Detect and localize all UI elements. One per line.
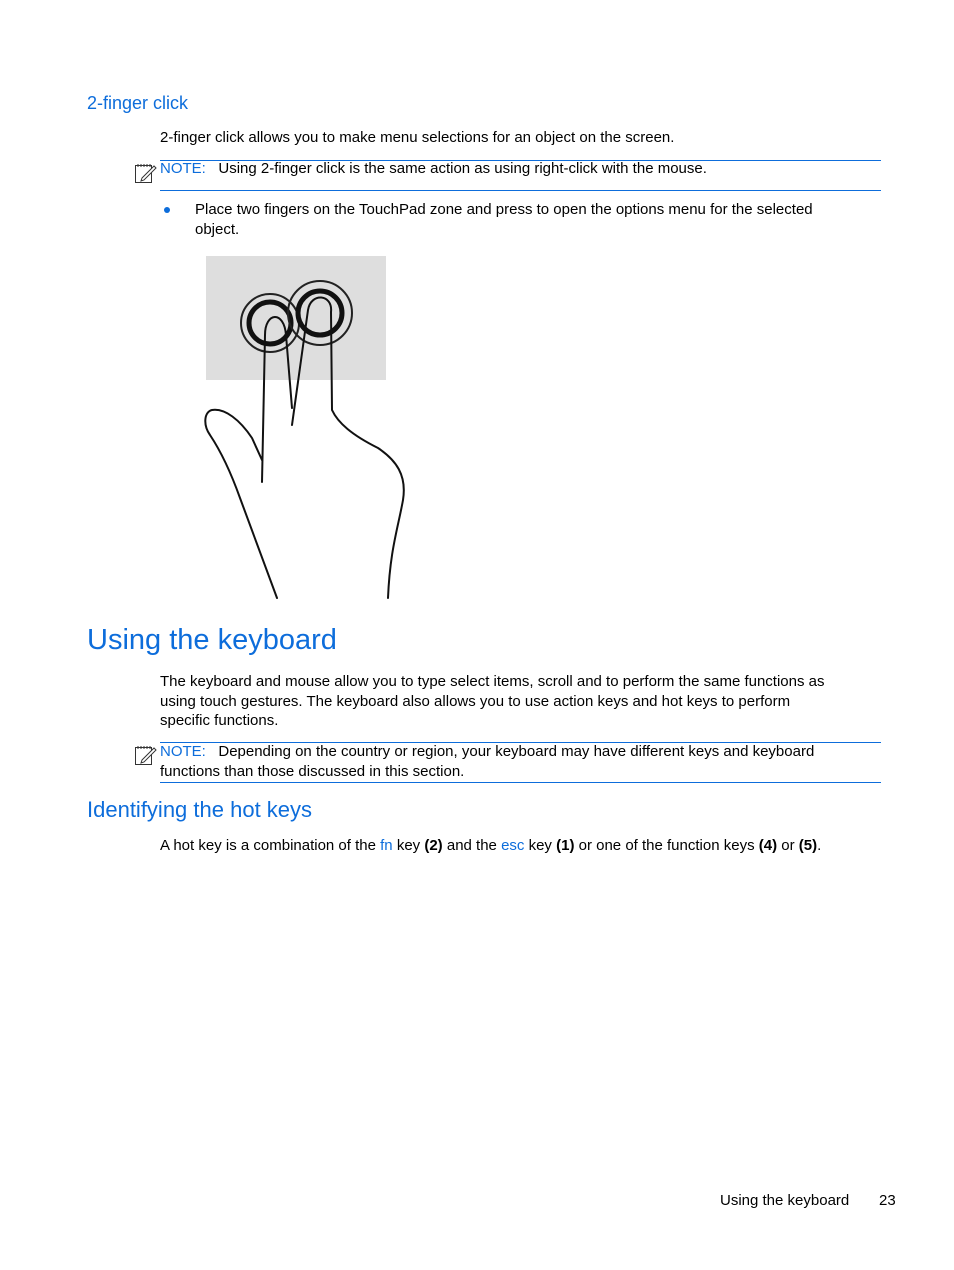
note-2-line-1: Depending on the country or region, your keyboard may have different keys and keyboard bbox=[218, 743, 815, 760]
text-run: key bbox=[524, 837, 557, 854]
note-1 bbox=[160, 159, 885, 179]
note-pencil-icon bbox=[134, 162, 158, 184]
callout-4: (4) bbox=[758, 837, 778, 854]
bullet-line-1: Place two fingers on the TouchPad zone and press to open the options menu for the selected bbox=[195, 201, 813, 218]
note-label: NOTE: bbox=[160, 160, 206, 177]
note-2-line-2: functions than those discussed in this section. bbox=[160, 762, 465, 780]
note-text: Using 2-finger click is the same action as using right-click with the mouse. bbox=[218, 160, 707, 177]
keyboard-paragraph bbox=[160, 672, 885, 731]
text-run: and the bbox=[442, 837, 502, 854]
note-2 bbox=[160, 742, 885, 781]
intro-paragraph: 2-finger click allows you to make menu selections for an object on the screen. bbox=[160, 129, 675, 146]
text-run: or bbox=[777, 837, 799, 854]
keyboard-paragraph-line-2: using touch gestures. The keyboard also allows you to use action keys and hot keys to perform bbox=[160, 692, 791, 710]
bullet-item bbox=[195, 200, 885, 239]
note-pencil-icon bbox=[134, 744, 158, 766]
bullet-line-2: object. bbox=[195, 220, 240, 238]
text-run: . bbox=[817, 837, 822, 854]
fn-key-label: fn bbox=[380, 837, 393, 854]
callout-5: (5) bbox=[798, 837, 818, 854]
bullet-dot bbox=[164, 207, 170, 213]
footer-section-title: Using the keyboard bbox=[720, 1192, 850, 1209]
note-2-bottom-rule bbox=[160, 782, 881, 783]
callout-1: (1) bbox=[556, 837, 575, 854]
hot-keys-paragraph bbox=[160, 836, 900, 856]
callout-2: (2) bbox=[424, 837, 443, 854]
keyboard-paragraph-line-1: The keyboard and mouse allow you to type select items, scroll and to perform the same functions as bbox=[160, 673, 825, 690]
section-heading-2-finger-click: 2-finger click bbox=[87, 93, 189, 113]
footer-page-number: 23 bbox=[879, 1192, 896, 1209]
text-run: or one of the function keys bbox=[574, 837, 759, 854]
keyboard-paragraph-line-3: specific functions. bbox=[160, 712, 279, 729]
text-run: key bbox=[392, 837, 425, 854]
note-bottom-rule bbox=[160, 190, 881, 191]
touchpad-zone bbox=[206, 256, 386, 380]
section-heading-identifying-the-hot-keys: Identifying the hot keys bbox=[87, 797, 313, 822]
note-label: NOTE: bbox=[160, 743, 206, 760]
chapter-heading-using-the-keyboard: Using the keyboard bbox=[87, 624, 337, 656]
text-run: A hot key is a combination of the bbox=[160, 837, 381, 854]
two-finger-click-hand-illustration bbox=[200, 250, 415, 602]
esc-key-label: esc bbox=[501, 837, 525, 854]
